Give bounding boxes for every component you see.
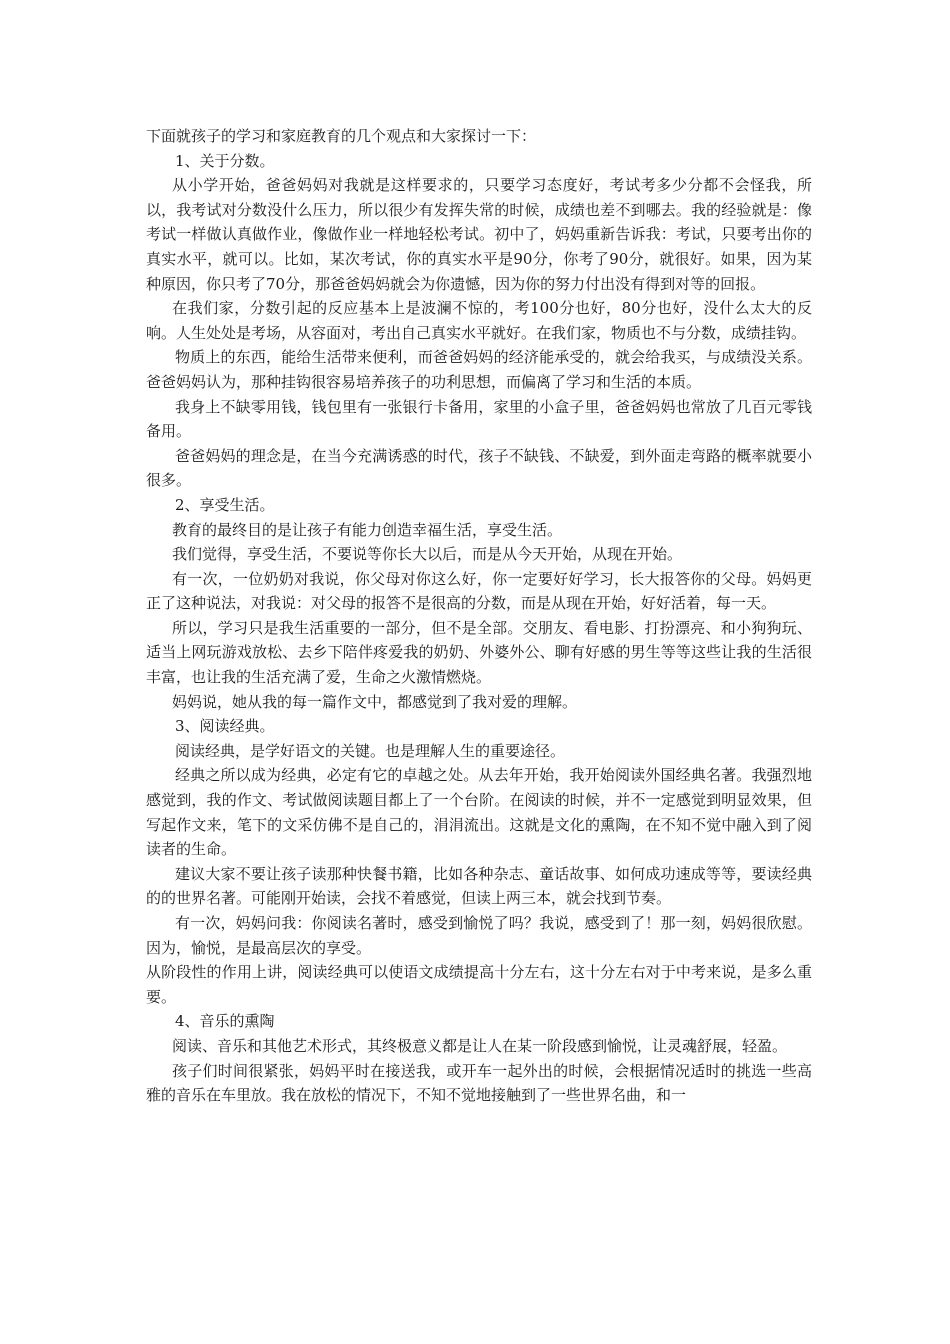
paragraph: 下面就孩子的学习和家庭教育的几个观点和大家探讨一下： xyxy=(146,127,537,145)
paragraph: 有一次，妈妈问我：你阅读名著时，感受到愉悦了吗？我说，感受到了！那一刻，妈妈很欣慰。因为，愉悦，是最高层次的享受。 xyxy=(146,914,812,957)
document-body xyxy=(146,124,812,1108)
paragraph: 我们觉得，享受生活，不要说等你长大以后，而是从今天开始，从现在开始。 xyxy=(172,545,683,564)
section-heading: 1、关于分数。 xyxy=(175,151,275,170)
paragraph: 在我们家，分数引起的反应基本上是波澜不惊的，考100分也好，80分也好，没什么太大的反响。人生处处是考场，从容面对，考出自己真实水平就好。在我们家，物质也不与分数，成绩挂钩。 xyxy=(146,299,812,342)
paragraph: 爸爸妈妈的理念是，在当今充满诱惑的时代，孩子不缺钱、不缺爱，到外面走弯路的概率就要小很多。 xyxy=(146,446,812,490)
paragraph: 物质上的东西，能给生活带来便利，而爸爸妈妈的经济能承受的，就会给我买，与成绩没关系。爸爸妈妈认为，那种挂钩很容易培养孩子的功利思想，而偏离了学习和生活的本质。 xyxy=(146,348,812,391)
paragraph: 孩子们时间很紧张，妈妈平时在接送我，或开车一起外出的时候，会根据情况适时的挑选一些高雅的音乐在车里放。我在放松的情况下，不知不觉地接触到了一些世界名曲，和一 xyxy=(146,1061,812,1105)
paragraph: 从小学开始，爸爸妈妈对我就是这样要求的，只要学习态度好，考试考多少分都不会怪我，所以，我考试对分数没什么压力，所以很少有发挥失常的时候，成绩也差不到哪去。我的经验就是：像考试一样做认真做作业，像做作业一样地轻松考试。初中了，妈妈重新告诉我：考试，只要考出你的真实水平，就可以。比如，某次考试，你的真实水平是90分，你考了90分，就很好。如果，因为某种原因，你只考了70分，那爸爸妈妈就会为你遗憾，因为你的努力付出没有得到对等的回报。 xyxy=(146,176,812,293)
paragraph: 教育的最终目的是让孩子有能力创造幸福生活，享受生活。 xyxy=(172,520,563,539)
section-heading: 2、享受生活。 xyxy=(175,495,275,514)
section-heading: 4、音乐的熏陶 xyxy=(175,1012,275,1031)
paragraph: 阅读经典，是学好语文的关键。也是理解人生的重要途径。 xyxy=(175,741,566,760)
paragraph: 有一次，一位奶奶对我说，你父母对你这么好，你一定要好好学习，长大报答你的父母。妈妈更正了这种说法，对我说：对父母的报答不是很高的分数，而是从现在开始，好好活着，每一天。 xyxy=(146,569,812,613)
paragraph: 从阶段性的作用上讲，阅读经典可以使语文成绩提高十分左右，这十分左右对于中考来说，是多么重要。 xyxy=(146,963,812,1006)
paragraph: 阅读、音乐和其他艺术形式，其终极意义都是让人在某一阶段感到愉悦，让灵魂舒展，轻盈。 xyxy=(172,1036,788,1055)
paragraph: 所以，学习只是我生活重要的一部分，但不是全部。交朋友、看电影、打扮漂亮、和小狗狗玩、适当上网玩游戏放松、去乡下陪伴疼爱我的奶奶、外婆外公、聊有好感的男生等等这些让我的生活很丰富，也让我的生活充满了爱，生命之火激情燃烧。 xyxy=(146,618,812,687)
paragraph: 建议大家不要让孩子读那种快餐书籍，比如各种杂志、童话故事、如何成功速成等等，要读经典的的世界名著。可能刚开始读，会找不着感觉，但读上两三本，就会找到节奏。 xyxy=(146,864,812,908)
section-heading: 3、阅读经典。 xyxy=(175,717,275,736)
paragraph: 经典之所以成为经典，必定有它的卓越之处。从去年开始，我开始阅读外国经典名著。我强烈地感觉到，我的作文、考试做阅读题目都上了一个台阶。在阅读的时候，并不一定感觉到明显效果，但写起作文来，笔下的文采仿佛不是自己的，涓涓流出。这就是文化的熏陶，在不知不觉中融入到了阅读者的生命。 xyxy=(146,766,812,859)
paragraph: 妈妈说，她从我的每一篇作文中，都感觉到了我对爱的理解。 xyxy=(172,692,578,711)
paragraph: 我身上不缺零用钱，钱包里有一张银行卡备用，家里的小盒子里，爸爸妈妈也常放了几百元零钱备用。 xyxy=(146,397,812,441)
